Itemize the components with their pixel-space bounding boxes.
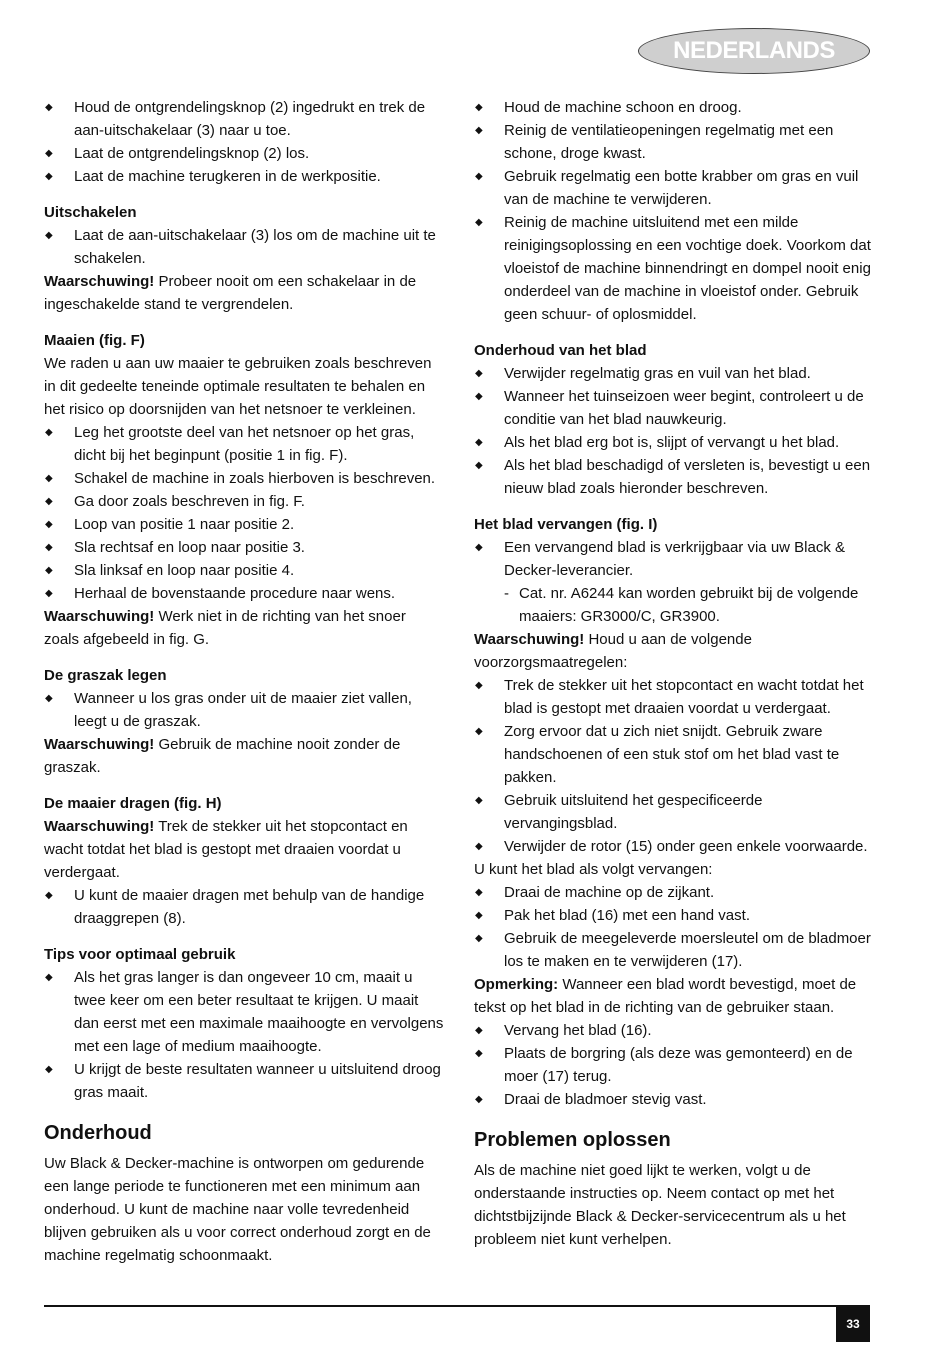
bullet-icon: ◆ [45,496,53,507]
list-item-text: Leg het grootste deel van het netsnoer op het gras, dicht bij het beginpunt (positie 1 in fig. F). [74,424,415,464]
list-item [44,1058,444,1104]
list-item [44,884,444,930]
bullet-icon: ◆ [475,795,483,806]
list-item [474,1019,879,1042]
subheading: Uitschakelen [44,204,137,221]
bullet-icon: ◆ [475,460,483,471]
subheading: De graszak legen [44,667,167,684]
bullet-icon: ◆ [475,887,483,898]
list-item-text: Verwijder de rotor (15) onder geen enkele voorwaarde. [504,838,868,855]
warning-text: Gebruik de machine nooit zonder de graszak. [44,736,401,776]
bullet-icon: ◆ [45,1064,53,1075]
bullet-icon: ◆ [475,841,483,852]
bullet-icon: ◆ [45,102,53,113]
warning-note [44,733,444,779]
warning-text: Houd u aan de volgende voorzorgsmaatregelen: [474,631,752,671]
list-item-text: Vervang het blad (16). [504,1022,652,1039]
subheading: Maaien (fig. F) [44,332,145,349]
list-item-text: Schakel de machine in zoals hierboven is beschreven. [74,470,436,487]
list-item-text: Gebruik regelmatig een botte krabber om gras en vuil van de machine te verwijderen. [504,168,859,208]
list-item-text: Reinig de machine uitsluitend met een milde reinigingsoplossing en een vochtige doek. Voorkom dat vloeistof de machine binnendringt en dompel nooit enig onderdeel van de machine in vloeistof onder. Gebruik geen schuur- of oplosmiddel. [504,214,871,323]
list-item-text: Sla linksaf en loop naar positie 4. [74,562,295,579]
list-item [474,385,879,431]
bullet-icon: ◆ [45,171,53,182]
bullet-icon: ◆ [475,437,483,448]
list-item [474,536,879,582]
warning-note [44,605,444,651]
warning-label: Waarschuwing! [474,631,585,648]
bullet-icon: ◆ [45,693,53,704]
list-item-text: U krijgt de beste resultaten wanneer u uitsluitend droog gras maait. [74,1061,441,1101]
bullet-icon: ◆ [45,542,53,553]
list-item-text: Draai de bladmoer stevig vast. [504,1091,707,1108]
warning-text: Trek de stekker uit het stopcontact en wacht totdat het blad is gestopt met draaien voordat u verdergaat. [44,818,408,881]
list-item [44,582,444,605]
list-item [44,687,444,733]
bullet-icon: ◆ [475,910,483,921]
warning-label: Waarschuwing! [44,818,155,835]
list-item-text: Sla rechtsaf en loop naar positie 3. [74,539,305,556]
list-item-text: U kunt de maaier dragen met behulp van de handige draaggrepen (8). [74,887,425,927]
sub-list-item [474,582,879,628]
list-item [474,211,879,326]
list-item-text: Herhaal de bovenstaande procedure naar wens. [74,585,396,602]
warning-label: Waarschuwing! [44,608,155,625]
bullet-icon: ◆ [45,230,53,241]
list-item [474,904,879,927]
list-item [44,559,444,582]
list-item [474,431,879,454]
subheading: De maaier dragen (fig. H) [44,795,222,812]
list-item [44,96,444,142]
warning-label: Opmerking: [474,976,559,993]
warning-text: Probeer nooit om een schakelaar in de ingeschakelde stand te vergrendelen. [44,273,417,313]
bullet-icon: ◆ [475,102,483,113]
bullet-icon: ◆ [45,473,53,484]
list-item-text: Loop van positie 1 naar positie 2. [74,516,295,533]
bullet-icon: ◆ [45,519,53,530]
bullet-icon: ◆ [45,972,53,983]
language-badge: NEDERLANDS [638,28,870,74]
paragraph: Uw Black & Decker-machine is ontworpen om gedurende een lange periode te functioneren met een minimum aan onderhoud. U kunt de machine naar volle tevredenheid blijven gebruiken als u voor correct onderhoud zorgt en de machine regelmatig schoonmaakt. [44,1155,431,1264]
list-item-text: Als het blad erg bot is, slijpt of vervangt u het blad. [504,434,840,451]
bullet-icon: ◆ [475,1094,483,1105]
paragraph: We raden u aan uw maaier te gebruiken zoals beschreven in dit gedeelte teneinde optimale resultaten te behalen en het risico op doorsnijden van het netsnoer te verkleinen. [44,355,432,418]
page-number: 33 [836,1306,870,1342]
list-item-text: Plaats de borgring (als deze was gemonteerd) en de moer (17) terug. [504,1045,853,1085]
list-item [474,119,879,165]
list-item-text: Trek de stekker uit het stopcontact en wacht totdat het blad is gestopt met draaien voordat u verdergaat. [504,677,864,717]
list-item [474,96,879,119]
list-item [474,1042,879,1088]
subheading: Het blad vervangen (fig. I) [474,516,658,533]
list-item-text: Ga door zoals beschreven in fig. F. [74,493,305,510]
list-item [44,421,444,467]
paragraph: U kunt het blad als volgt vervangen: [474,861,713,878]
bullet-icon: ◆ [475,171,483,182]
subheading: Onderhoud van het blad [474,342,647,359]
bullet-icon: ◆ [475,368,483,379]
subheading: Tips voor optimaal gebruik [44,946,236,963]
list-item-text: Verwijder regelmatig gras en vuil van het blad. [504,365,811,382]
list-item-text: Een vervangend blad is verkrijgbaar via uw Black & Decker-leverancier. [504,539,846,579]
bullet-icon: ◆ [475,726,483,737]
bullet-icon: ◆ [475,933,483,944]
bullet-icon: ◆ [475,1025,483,1036]
right-column [474,96,879,1251]
warning-text: Wanneer een blad wordt bevestigd, moet de tekst op het blad in de richting van de gebruiker staan. [474,976,857,1016]
list-item-text: Gebruik uitsluitend het gespecificeerde vervangingsblad. [504,792,763,832]
left-column [44,96,444,1267]
paragraph: Als de machine niet goed lijkt te werken, volgt u de onderstaande instructies op. Neem contact op met het dichtstbijzijnde Black & Decker-servicecentrum als u het probleem niet kunt verhelpen. [474,1162,846,1248]
list-item [44,513,444,536]
list-item-text: Wanneer u los gras onder uit de maaier ziet vallen, leegt u de graszak. [74,690,412,730]
bullet-icon: ◆ [475,217,483,228]
bullet-icon: ◆ [45,148,53,159]
section-title: Problemen oplossen [474,1129,671,1151]
bullet-icon: ◆ [475,125,483,136]
bullet-icon: ◆ [475,680,483,691]
list-item [44,966,444,1058]
list-item [474,789,879,835]
list-item-text: Laat de machine terugkeren in de werkpositie. [74,168,381,185]
bullet-icon: ◆ [45,565,53,576]
bullet-icon: ◆ [45,427,53,438]
list-item [474,881,879,904]
dash-icon: - [504,585,509,602]
bullet-icon: ◆ [475,1048,483,1059]
list-item-text: Als het gras langer is dan ongeveer 10 cm, maait u twee keer om een beter resultaat te krijgen. U maait dan eerst met een maximale maaihoogte en vervolgens met een lage of medium maaihoogte. [74,969,444,1055]
list-item [44,536,444,559]
list-item-text: Gebruik de meegeleverde moersleutel om de bladmoer los te maken en te verwijderen (17). [504,930,871,970]
list-item [44,467,444,490]
list-item-text: Houd de ontgrendelingsknop (2) ingedrukt en trek de aan-uitschakelaar (3) naar u toe. [74,99,426,139]
list-item [474,927,879,973]
list-item [474,835,879,858]
footer-rule [44,1305,870,1307]
warning-note [44,270,444,316]
list-item [474,674,879,720]
warning-text: Werk niet in de richting van het snoer zoals afgebeeld in fig. G. [44,608,406,648]
bullet-icon: ◆ [45,588,53,599]
list-item-text: Als het blad beschadigd of versleten is, bevestigt u een nieuw blad zoals hieronder beschreven. [504,457,871,497]
list-item-text: Zorg ervoor dat u zich niet snijdt. Gebruik zware handschoenen of een stuk stof om het blad vast te pakken. [504,723,840,786]
list-item [44,142,444,165]
sub-list-item-text: Cat. nr. A6244 kan worden gebruikt bij de volgende maaiers: GR3000/C, GR3900. [519,585,859,625]
warning-note [44,815,444,884]
list-item [474,1088,879,1111]
list-item [44,165,444,188]
section-title: Onderhoud [44,1122,152,1144]
bullet-icon: ◆ [475,542,483,553]
list-item-text: Laat de ontgrendelingsknop (2) los. [74,145,310,162]
list-item [44,224,444,270]
warning-label: Waarschuwing! [44,736,155,753]
list-item [474,454,879,500]
list-item [474,362,879,385]
warning-label: Waarschuwing! [44,273,155,290]
warning-note [474,628,879,674]
list-item-text: Houd de machine schoon en droog. [504,99,742,116]
list-item-text: Laat de aan-uitschakelaar (3) los om de machine uit te schakelen. [74,227,436,267]
list-item-text: Draai de machine op de zijkant. [504,884,715,901]
list-item [44,490,444,513]
list-item-text: Wanneer het tuinseizoen weer begint, controleert u de conditie van het blad nauwkeurig. [504,388,864,428]
warning-note [474,973,879,1019]
list-item-text: Pak het blad (16) met een hand vast. [504,907,750,924]
list-item-text: Reinig de ventilatieopeningen regelmatig met een schone, droge kwast. [504,122,834,162]
list-item [474,720,879,789]
bullet-icon: ◆ [45,890,53,901]
list-item [474,165,879,211]
bullet-icon: ◆ [475,391,483,402]
